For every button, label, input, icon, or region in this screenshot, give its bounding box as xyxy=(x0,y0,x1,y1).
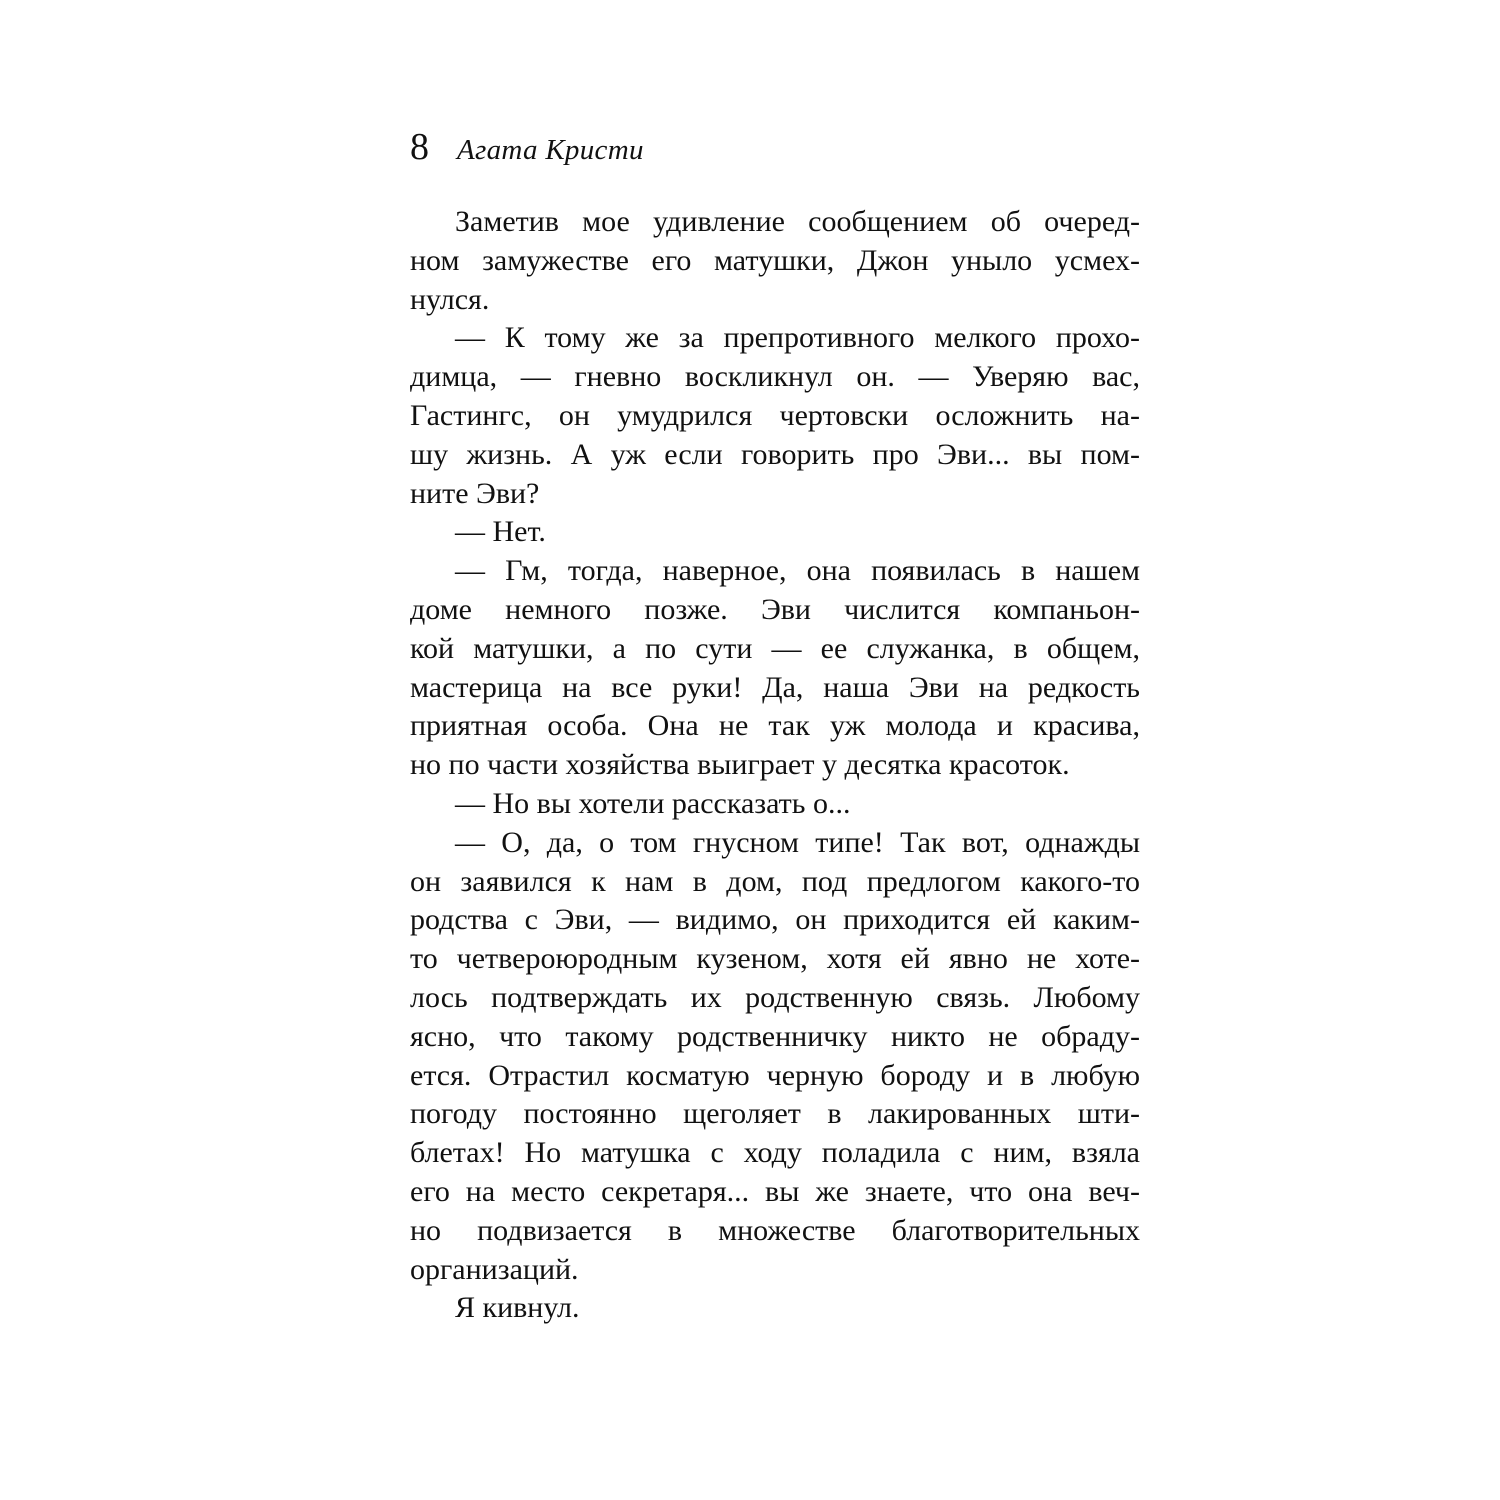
text-line: доме немного позже. Эви числится компаньон- xyxy=(410,592,1140,626)
text-line: ном замужестве его матушки, Джон уныло усмех- xyxy=(410,243,1140,277)
text-line: шу жизнь. А уж если говорить про Эви... вы пом- xyxy=(410,437,1140,471)
text-line: блетах! Но матушка с ходу поладила с ним, взяла xyxy=(410,1136,1140,1170)
page-number: 8 xyxy=(410,126,429,168)
text-line: ется. Отрастил косматую черную бороду и в любую xyxy=(410,1058,1140,1092)
text-line: ните Эви? xyxy=(410,476,540,510)
text-line: мастерица на все руки! Да, наша Эви на редкость xyxy=(410,670,1140,704)
text-line: он заявился к нам в дом, под предлогом какого-то xyxy=(410,864,1140,898)
text-line: приятная особа. Она не так уж молода и красива, xyxy=(410,709,1140,743)
text-line: димца, — гневно воскликнул он. — Уверяю вас, xyxy=(410,360,1140,394)
text-line: — Нет. xyxy=(455,515,546,549)
text-line: Заметив мое удивление сообщением об очеред- xyxy=(455,205,1140,238)
running-head xyxy=(410,125,1140,185)
text-line: — О, да, о том гнусном типе! Так вот, однажды xyxy=(455,825,1140,859)
text-line: организаций. xyxy=(410,1252,579,1286)
text-line: но по части хозяйства выиграет у десятка красоток. xyxy=(410,748,1070,782)
text-line: то четвероюродным кузеном, хотя ей явно не хоте- xyxy=(410,942,1140,976)
book-page xyxy=(410,125,1140,1328)
author-name: Агата Кристи xyxy=(457,134,644,166)
text-line: лось подтверждать их родственную связь. Любому xyxy=(410,980,1140,1014)
text-line: — К тому же за препротивного мелкого прохо- xyxy=(455,321,1140,355)
text-line: погоду постоянно щеголяет в лакированных шти- xyxy=(410,1097,1140,1131)
body-text xyxy=(410,203,1140,1328)
text-line: его на место секретаря... вы же знаете, что она веч- xyxy=(410,1174,1140,1208)
text-line: — Гм, тогда, наверное, она появилась в нашем xyxy=(455,554,1140,588)
text-line: родства с Эви, — видимо, он приходится ей каким- xyxy=(410,903,1140,937)
text-line: кой матушки, а по сути — ее служанка, в общем, xyxy=(410,631,1140,665)
text-line: — Но вы хотели рассказать о... xyxy=(455,786,851,820)
text-line: нулся. xyxy=(410,282,490,316)
text-line: ясно, что такому родственничку никто не обраду- xyxy=(410,1019,1140,1053)
text-line: Я кивнул. xyxy=(455,1291,580,1325)
text-line: Гастингс, он умудрился чертовски осложнить на- xyxy=(410,398,1140,432)
text-line: но подвизается в множестве благотворительных xyxy=(410,1213,1140,1247)
